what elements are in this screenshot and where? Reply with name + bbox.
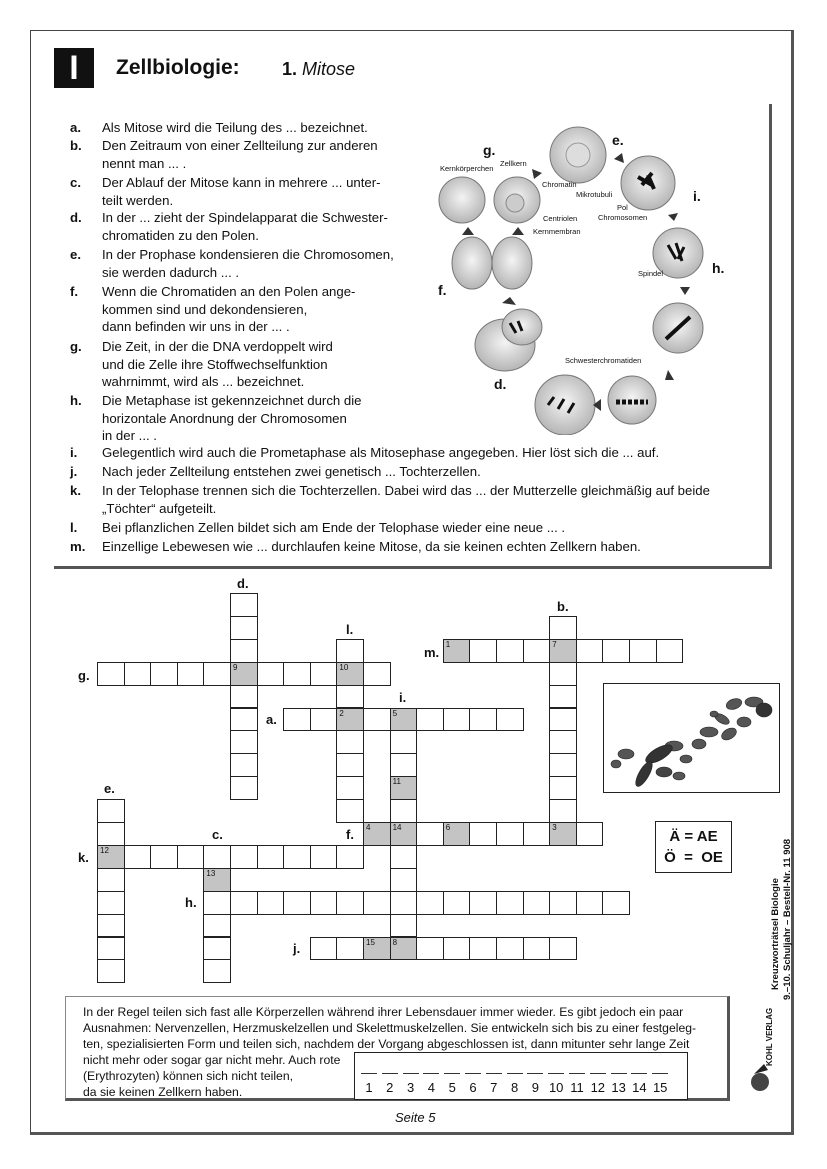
crossword-cell[interactable] xyxy=(390,822,418,846)
crossword-cell[interactable] xyxy=(230,616,258,640)
clue-letter: d. xyxy=(70,210,82,225)
crossword-cell[interactable] xyxy=(230,753,258,777)
crossword-cell[interactable] xyxy=(310,662,338,686)
diagram-letter-i: i. xyxy=(693,188,701,204)
clue-letter: l. xyxy=(70,520,78,535)
diagram-letter-d: d. xyxy=(494,376,507,392)
crossword-cell[interactable] xyxy=(177,662,205,686)
info-line: ten, spezialisierten Form und teilen sich, nachdem der Vorgang abgeschlossen ist, dann mitunter sehr lange Zeit xyxy=(83,1037,690,1051)
word-label-e: e. xyxy=(104,781,115,796)
crossword-cell[interactable] xyxy=(549,708,577,732)
crossword-cell[interactable] xyxy=(336,639,364,663)
crossword-cell[interactable] xyxy=(390,776,418,800)
crossword-cell[interactable] xyxy=(469,639,497,663)
crossword-cell[interactable] xyxy=(97,662,125,686)
cell-number: 11 xyxy=(392,777,401,787)
crossword-cell[interactable] xyxy=(336,708,364,732)
cell-cytokinesis xyxy=(452,237,532,289)
crossword-cell[interactable] xyxy=(496,891,524,915)
solution-blank[interactable] xyxy=(527,1073,543,1074)
crossword-cell[interactable] xyxy=(416,937,444,961)
crossword-cell[interactable] xyxy=(549,662,577,686)
cell-number: 2 xyxy=(339,708,344,718)
page-subtitle xyxy=(282,59,355,80)
crossword-cell[interactable] xyxy=(496,708,524,732)
crossword-cell[interactable] xyxy=(230,662,258,686)
solution-number: 12 xyxy=(590,1080,606,1095)
info-line: nicht mehr oder sogar gar nicht mehr. Auch rote xyxy=(83,1053,341,1067)
info-line: In der Regel teilen sich fast alle Körperzellen während ihrer Lebensdauer immer wieder. Es gibt jedoch ein paar xyxy=(83,1005,684,1019)
crossword-cell[interactable] xyxy=(336,753,364,777)
crossword-cell[interactable] xyxy=(97,937,125,961)
crossword-cell[interactable] xyxy=(203,662,231,686)
crossword-cell[interactable] xyxy=(124,662,152,686)
clue-letter: i. xyxy=(70,445,78,460)
clue-letter: a. xyxy=(70,120,81,135)
word-label-j: j. xyxy=(293,941,301,956)
solution-blank[interactable] xyxy=(631,1073,647,1074)
clue-text: Nach jeder Zellteilung entstehen zwei genetisch ... Tochterzellen. xyxy=(102,464,481,479)
crossword-cell[interactable] xyxy=(257,845,285,869)
label-zellkern: Zellkern xyxy=(500,159,527,168)
crossword-cell[interactable] xyxy=(576,639,604,663)
word-label-f: f. xyxy=(346,827,354,842)
crossword-cell[interactable] xyxy=(97,799,125,823)
clue-letter: e. xyxy=(70,247,81,262)
crossword-cell[interactable] xyxy=(629,639,657,663)
crossword-cell[interactable] xyxy=(203,959,231,983)
crossword-cell[interactable] xyxy=(310,845,338,869)
crossword-cell[interactable] xyxy=(230,891,258,915)
solution-blank[interactable] xyxy=(382,1073,398,1074)
crossword-cell[interactable] xyxy=(416,708,444,732)
crossword-cell[interactable] xyxy=(177,845,205,869)
solution-number: 2 xyxy=(386,1080,394,1095)
crossword-cell[interactable] xyxy=(336,799,364,823)
info-line: Ausnahmen: Nervenzellen, Herzmuskelzellen und Skelettmuskelzellen. Sie entwickeln sich bis zu einer festgeleg- xyxy=(83,1021,697,1035)
crossword-cell[interactable] xyxy=(523,822,551,846)
label-kernkoerperchen: Kernkörperchen xyxy=(440,164,494,173)
cell-number: 7 xyxy=(552,639,557,649)
side-line-1: Kreuzworträtsel Biologie xyxy=(770,878,781,990)
label-chromosomen: Chromosomen xyxy=(598,213,648,222)
clue-text: In der Prophase kondensieren die Chromosomen, xyxy=(102,247,394,262)
label-schwesterchromatiden: Schwesterchromatiden xyxy=(565,356,642,365)
cell-telophase xyxy=(475,309,542,371)
crossword-cell[interactable] xyxy=(523,937,551,961)
crossword-cell[interactable] xyxy=(656,639,684,663)
crossword-cell[interactable] xyxy=(390,753,418,777)
cell-prophase xyxy=(621,156,675,210)
umlaut-oe: Ö = OE xyxy=(664,849,723,866)
solution-blank[interactable] xyxy=(590,1073,606,1074)
crossword-cell[interactable] xyxy=(469,891,497,915)
word-label-g: g. xyxy=(78,668,90,683)
crossword-cell[interactable] xyxy=(230,708,258,732)
crossword-cell[interactable] xyxy=(203,937,231,961)
clue-text: In der ... zieht der Spindelapparat die Schwester- xyxy=(102,210,388,225)
label-centriolen: Centriolen xyxy=(543,214,578,223)
word-label-k: k. xyxy=(78,850,89,865)
crossword-cell[interactable] xyxy=(549,822,577,846)
crossword-cell[interactable] xyxy=(576,891,604,915)
crossword-cell[interactable] xyxy=(390,708,418,732)
solution-blank[interactable] xyxy=(507,1073,523,1074)
crossword-cell[interactable] xyxy=(549,639,577,663)
cell-number: 15 xyxy=(366,937,375,947)
solution-number: 7 xyxy=(490,1080,498,1095)
label-chromatin: Chromatin xyxy=(542,180,577,189)
crossword-cell[interactable] xyxy=(496,639,524,663)
crossword-cell[interactable] xyxy=(257,662,285,686)
crossword-cell[interactable] xyxy=(549,685,577,709)
crossword-cell[interactable] xyxy=(469,937,497,961)
clue-text: sie werden dadurch ... . xyxy=(102,264,240,280)
label-spindel: Spindel xyxy=(638,269,664,278)
crossword-cell[interactable] xyxy=(549,776,577,800)
side-credit xyxy=(760,830,793,1000)
solution-number: 6 xyxy=(469,1080,477,1095)
info-line: (Erythrozyten) können sich nicht teilen, xyxy=(83,1069,293,1083)
solution-blank[interactable] xyxy=(444,1073,460,1074)
crossword-cell[interactable] xyxy=(310,708,338,732)
info-line: da sie keinen Zellkern haben. xyxy=(83,1085,243,1099)
solution-number: 9 xyxy=(531,1080,539,1095)
page-number: Seite 5 xyxy=(395,1110,436,1125)
label-kernmembran: Kernmembran xyxy=(533,227,581,236)
subtitle-number: 1. xyxy=(282,59,298,79)
solution-blank[interactable] xyxy=(403,1073,419,1074)
solution-number: 13 xyxy=(611,1080,626,1095)
cell-daughter-2 xyxy=(494,177,540,223)
crossword-cell[interactable] xyxy=(363,822,391,846)
crossword-cell[interactable] xyxy=(283,845,311,869)
clue-text: Die Metaphase ist gekennzeichnet durch die xyxy=(102,393,362,408)
diagram-letter-e: e. xyxy=(612,132,624,148)
word-label-h: h. xyxy=(185,895,197,910)
diagram-letter-g: g. xyxy=(483,142,496,158)
crossword-cell[interactable] xyxy=(443,639,471,663)
crossword-cell[interactable] xyxy=(363,891,391,915)
cell-number: 14 xyxy=(392,823,402,832)
diagram-letter-h: h. xyxy=(712,260,725,276)
crossword-cell[interactable] xyxy=(283,708,311,732)
clue-text: Den Zeitraum von einer Zellteilung zur anderen xyxy=(102,138,378,153)
solution-blank[interactable] xyxy=(569,1073,585,1074)
label-pol: Pol xyxy=(617,203,628,212)
clue-letter: m. xyxy=(70,539,86,554)
crossword-cell[interactable] xyxy=(230,639,258,663)
solution-blank[interactable] xyxy=(423,1073,439,1074)
crossword-cell[interactable] xyxy=(443,937,471,961)
crossword-cell[interactable] xyxy=(496,937,524,961)
cell-number: 13 xyxy=(206,868,216,878)
crossword-cell[interactable] xyxy=(203,868,231,892)
crossword-cell[interactable] xyxy=(203,891,231,915)
solution-blank[interactable] xyxy=(652,1073,668,1074)
umlaut-ae: Ä = AE xyxy=(669,828,718,845)
word-label-c: c. xyxy=(212,827,223,842)
clue-text: teilt werden. xyxy=(102,192,174,208)
solution-number: 5 xyxy=(448,1080,456,1095)
crossword-cell[interactable] xyxy=(283,662,311,686)
clue-text: kommen sind und dekondensieren, xyxy=(102,301,308,317)
side-line-2: 9.–10. Schuljahr – Bestell-Nr. 11 908 xyxy=(782,838,793,1000)
crossword-cell[interactable] xyxy=(443,891,471,915)
unit-badge: I xyxy=(54,48,94,88)
clue-text: nennt man ... . xyxy=(102,155,187,171)
crossword-cell[interactable] xyxy=(549,937,577,961)
crossword-cell[interactable] xyxy=(363,708,391,732)
word-label-m: m. xyxy=(424,645,440,660)
solution-number: 1 xyxy=(365,1080,373,1095)
cell-number: 1 xyxy=(445,639,451,649)
crossword-cell[interactable] xyxy=(469,822,497,846)
solution-number: 4 xyxy=(427,1080,435,1095)
crossword-cell[interactable] xyxy=(97,845,125,869)
crossword-cell[interactable] xyxy=(97,959,125,983)
crossword-cell[interactable] xyxy=(230,845,258,869)
crossword-cell[interactable] xyxy=(203,914,231,938)
solution-blank[interactable] xyxy=(465,1073,481,1074)
cell-daughter-1 xyxy=(439,177,485,223)
crossword-cell[interactable] xyxy=(602,891,630,915)
crossword-cell[interactable] xyxy=(416,822,444,846)
clue-text: Die Zeit, in der die DNA verdoppelt wird xyxy=(102,339,333,354)
solution-blank[interactable] xyxy=(361,1073,377,1074)
clue-letter: b. xyxy=(70,138,82,153)
clue-text: Bei pflanzlichen Zellen bildet sich am Ende der Telophase wieder eine neue ... . xyxy=(102,520,566,535)
crossword-cell[interactable] xyxy=(283,891,311,915)
word-label-b: b. xyxy=(557,599,569,614)
diagram-letter-f: f. xyxy=(438,282,447,298)
cell-number: 12 xyxy=(100,845,109,855)
cell-number: 4 xyxy=(366,823,371,832)
cell-number: 6 xyxy=(445,823,451,832)
solution-number: 15 xyxy=(652,1080,668,1095)
crossword-cell[interactable] xyxy=(443,708,471,732)
crossword-cell[interactable] xyxy=(390,914,418,938)
crossword-cell[interactable] xyxy=(336,891,364,915)
cell-number: 10 xyxy=(339,662,349,672)
crossword-cell[interactable] xyxy=(150,845,178,869)
crossword-cell[interactable] xyxy=(97,868,125,892)
cell-number: 5 xyxy=(392,708,398,718)
clue-text: chromatiden zu den Polen. xyxy=(102,227,259,243)
crossword-cell[interactable] xyxy=(523,639,551,663)
subtitle-topic: Mitose xyxy=(302,59,356,79)
solution-number: 14 xyxy=(632,1080,647,1095)
crossword-cell[interactable] xyxy=(336,776,364,800)
crossword-cell[interactable] xyxy=(336,685,364,709)
solution-number: 3 xyxy=(406,1080,415,1095)
cell-anaphase xyxy=(535,375,595,435)
mitosis-diagram xyxy=(410,115,765,435)
clue-letter: k. xyxy=(70,483,81,498)
crossword-cell[interactable] xyxy=(230,593,258,617)
crossword-cell[interactable] xyxy=(469,708,497,732)
crossword-cell[interactable] xyxy=(390,799,418,823)
crossword-cell[interactable] xyxy=(336,937,364,961)
clue-letter: f. xyxy=(70,284,79,299)
clue-letter: c. xyxy=(70,175,81,190)
cell-number: 8 xyxy=(392,937,398,947)
crossword-cell[interactable] xyxy=(257,891,285,915)
cell-anaphase-early xyxy=(608,376,656,424)
word-label-i: i. xyxy=(399,690,407,705)
erythrocyte-photo xyxy=(603,683,780,793)
cell-interphase xyxy=(550,127,606,183)
crossword-cell[interactable] xyxy=(549,616,577,640)
publisher-name: KOHL VERLAG xyxy=(765,1007,774,1066)
crossword-cell[interactable] xyxy=(390,937,418,961)
clue-text: Gelegentlich wird auch die Prometaphase als Mitosephase angegeben. Hier löst sich die ... auf. xyxy=(102,445,660,460)
crossword-cell[interactable] xyxy=(549,891,577,915)
clue-letter: h. xyxy=(70,393,82,408)
word-label-d: d. xyxy=(237,576,249,591)
solution-blank[interactable] xyxy=(611,1073,627,1074)
crossword-cell[interactable] xyxy=(496,822,524,846)
crossword-cell[interactable] xyxy=(230,776,258,800)
crossword-cell[interactable] xyxy=(390,730,418,754)
crossword-cell[interactable] xyxy=(363,937,391,961)
crossword-cell[interactable] xyxy=(390,891,418,915)
solution-number: 11 xyxy=(570,1080,584,1095)
crossword-cell[interactable] xyxy=(549,753,577,777)
clue-text: und die Zelle ihre Stoffwechselfunktion xyxy=(102,356,328,372)
clue-text: „Töchter“ aufgeteilt. xyxy=(102,500,217,516)
solution-blank[interactable] xyxy=(548,1073,564,1074)
clue-text: in der ... . xyxy=(102,428,157,443)
crossword-cell[interactable] xyxy=(336,662,364,686)
crossword-cell[interactable] xyxy=(230,730,258,754)
page-title: Zellbiologie: xyxy=(116,56,240,79)
word-label-a: a. xyxy=(266,712,277,727)
crossword-cell[interactable] xyxy=(310,891,338,915)
crossword-cell[interactable] xyxy=(310,937,338,961)
crossword-cell[interactable] xyxy=(390,845,418,869)
crossword-cell[interactable] xyxy=(363,662,391,686)
crossword-cell[interactable] xyxy=(97,914,125,938)
crossword-cell[interactable] xyxy=(203,845,231,869)
clue-text: Der Ablauf der Mitose kann in mehrere ... unter- xyxy=(102,175,381,190)
clue-text: Einzellige Lebewesen wie ... durchlaufen keine Mitose, da sie keinen echten Zellkern haben. xyxy=(102,539,641,554)
crossword-cell[interactable] xyxy=(336,845,364,869)
solution-blank[interactable] xyxy=(486,1073,502,1074)
clue-text: dann befinden wir uns in der ... . xyxy=(102,319,290,334)
solution-number: 8 xyxy=(510,1080,519,1095)
clue-text: horizontale Anordnung der Chromosomen xyxy=(102,410,347,426)
clue-text: Wenn die Chromatiden an den Polen ange- xyxy=(102,284,356,299)
clue-letter: j. xyxy=(70,464,78,479)
crossword-cell[interactable] xyxy=(97,891,125,915)
crossword-cell[interactable] xyxy=(124,845,152,869)
crossword-cell[interactable] xyxy=(230,685,258,709)
crossword-cell[interactable] xyxy=(150,662,178,686)
crossword-cell[interactable] xyxy=(523,891,551,915)
clue-text: Als Mitose wird die Teilung des ... bezeichnet. xyxy=(102,120,368,135)
umlaut-hint xyxy=(655,821,732,873)
crossword-cell[interactable] xyxy=(390,868,418,892)
crossword-cell[interactable] xyxy=(416,891,444,915)
crossword-cell[interactable] xyxy=(549,730,577,754)
clue-text: In der Telophase trennen sich die Tochterzellen. Dabei wird das ... der Mutterzelle gleichmäßig auf beide xyxy=(102,483,710,498)
crossword-cell[interactable] xyxy=(549,799,577,823)
solution-number: 10 xyxy=(548,1080,564,1095)
word-label-l: l. xyxy=(346,622,354,637)
clue-text: wahrnimmt, wird als ... bezeichnet. xyxy=(102,374,305,389)
cell-number: 3 xyxy=(552,823,557,832)
crossword-cell[interactable] xyxy=(576,822,604,846)
cell-metaphase xyxy=(653,303,703,353)
crossword-cell[interactable] xyxy=(97,822,125,846)
crossword-cell[interactable] xyxy=(443,822,471,846)
cell-number: 9 xyxy=(233,662,238,672)
crossword-cell[interactable] xyxy=(336,730,364,754)
label-mikrotubuli: Mikrotubuli xyxy=(576,190,613,199)
crossword-cell[interactable] xyxy=(602,639,630,663)
clue-letter: g. xyxy=(70,339,82,354)
